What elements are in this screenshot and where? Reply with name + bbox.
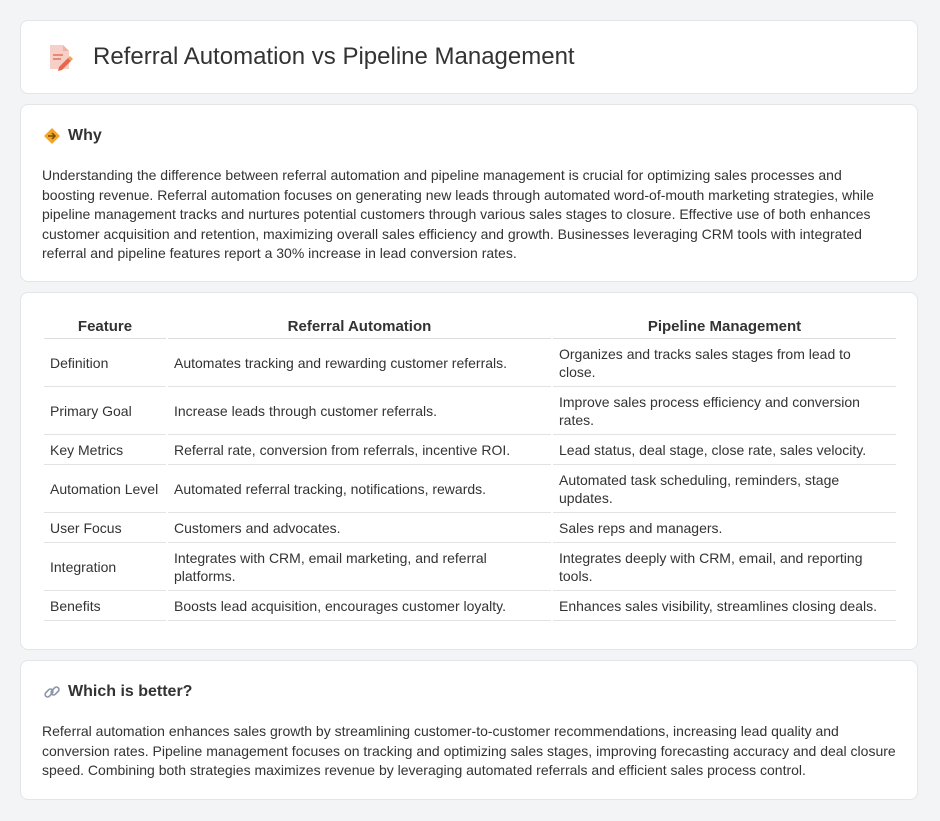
header-feature: Feature <box>44 314 166 339</box>
table-row <box>44 591 896 621</box>
pipeline-cell: Lead status, deal stage, close rate, sales velocity. <box>553 435 896 465</box>
link-icon <box>43 683 61 701</box>
pipeline-cell: Enhances sales visibility, streamlines closing deals. <box>553 591 896 621</box>
feature-cell: Primary Goal <box>44 387 166 435</box>
header-referral-automation: Referral Automation <box>168 314 551 339</box>
referral-cell: Automated referral tracking, notifications, rewards. <box>168 465 551 513</box>
header-pipeline-management: Pipeline Management <box>553 314 896 339</box>
pipeline-cell: Organizes and tracks sales stages from lead to close. <box>553 339 896 387</box>
pipeline-cell: Sales reps and managers. <box>553 513 896 543</box>
referral-cell: Customers and advocates. <box>168 513 551 543</box>
referral-cell: Automates tracking and rewarding customer referrals. <box>168 339 551 387</box>
referral-cell: Increase leads through customer referrals. <box>168 387 551 435</box>
diamond-warning-icon <box>43 127 61 145</box>
why-heading <box>43 127 102 145</box>
table-row <box>44 543 896 591</box>
table-row <box>44 387 896 435</box>
pipeline-cell: Integrates deeply with CRM, email, and reporting tools. <box>553 543 896 591</box>
pipeline-cell: Improve sales process efficiency and conversion rates. <box>553 387 896 435</box>
table-row <box>44 465 896 513</box>
header-card <box>20 20 918 94</box>
table-row <box>44 339 896 387</box>
title-row <box>47 43 575 71</box>
feature-cell: Definition <box>44 339 166 387</box>
why-text: Understanding the difference between referral automation and pipeline management is crucial for optimizing sales processes and boosting revenue. Referral automation focuses on generating new leads through automated word-of-mouth marketing strategies, while pipeline management tracks and nurtures potential customers through various sales stages to closure. Effective use of both enhances customer acquisition and retention, maximizing overall sales efficiency and growth. Businesses leveraging CRM tools with integrated referral and pipeline features report a 30% increase in lead conversion rates. <box>42 167 874 261</box>
better-heading <box>43 683 192 701</box>
table-row <box>44 513 896 543</box>
feature-cell: Key Metrics <box>44 435 166 465</box>
feature-cell: User Focus <box>44 513 166 543</box>
feature-cell: Automation Level <box>44 465 166 513</box>
document-pencil-icon <box>47 43 73 71</box>
referral-cell: Boosts lead acquisition, encourages customer loyalty. <box>168 591 551 621</box>
table-header-row <box>44 314 896 339</box>
why-section <box>20 104 918 282</box>
better-title: Which is better? <box>68 683 193 700</box>
referral-cell: Integrates with CRM, email marketing, and referral platforms. <box>168 543 551 591</box>
feature-cell: Benefits <box>44 591 166 621</box>
which-is-better-section <box>20 660 918 800</box>
comparison-table <box>42 314 898 621</box>
comparison-card <box>20 292 918 650</box>
referral-cell: Referral rate, conversion from referrals, incentive ROI. <box>168 435 551 465</box>
feature-cell: Integration <box>44 543 166 591</box>
better-text: Referral automation enhances sales growth by streamlining customer-to-customer recommendations, increasing lead quality and conversion rates. Pipeline management focuses on tracking and optimizing sales stages, improving forecasting accuracy and deal closure speed. Combining both strategies maximizes revenue by leveraging automated referrals and efficient sales process control. <box>42 723 896 778</box>
page-title: Referral Automation vs Pipeline Management <box>93 43 575 70</box>
table-row <box>44 435 896 465</box>
why-title: Why <box>68 127 102 144</box>
pipeline-cell: Automated task scheduling, reminders, stage updates. <box>553 465 896 513</box>
